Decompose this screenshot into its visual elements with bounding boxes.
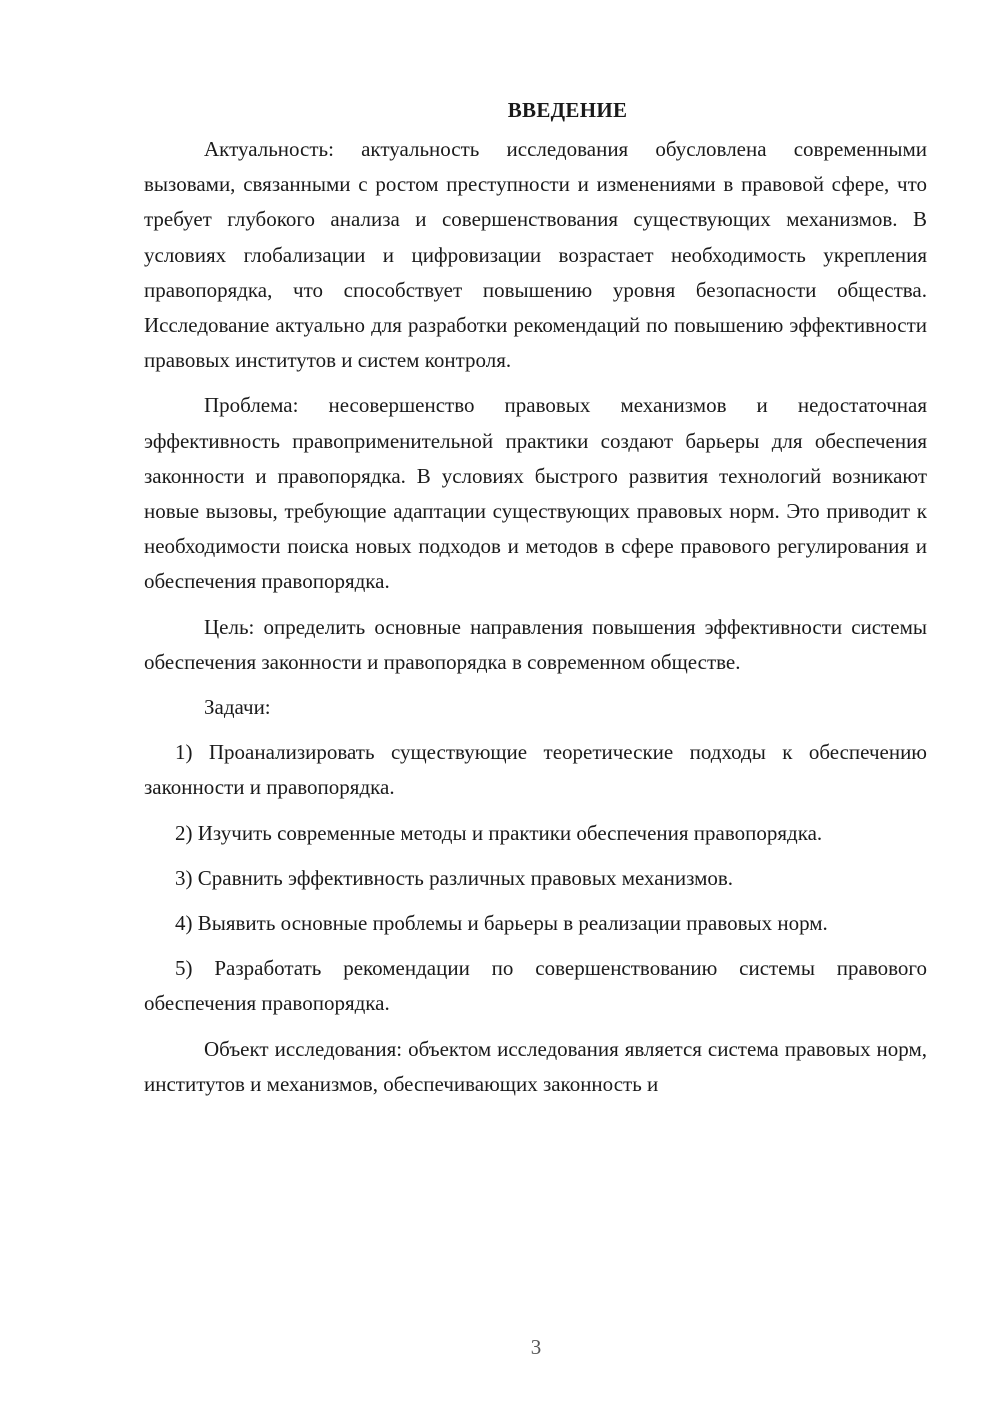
task-item-4: 4) Выявить основные проблемы и барьеры в реализации правовых норм.: [175, 911, 828, 936]
task-item-3: 3) Сравнить эффективность различных правовых механизмов.: [175, 865, 734, 890]
section-heading: ВВЕДЕНИЕ: [507, 98, 628, 122]
paragraph-relevance: Актуальность: актуальность исследования обусловлена современными вызовами, связанными с ростом преступности и изменениями в правовой сфере, что требует глубокого анализа и совершенствования существующих механизмов. В условиях глобализации и цифровизации возрастает необходимость укрепления правопорядка, что способствует повышению уровня безопасности общества. Исследование актуально для разработки рекомендаций по повышению эффективности правовых институтов и систем контроля.: [144, 137, 927, 373]
paragraph-problem: Проблема: несовершенство правовых механизмов и недостаточная эффективность правоприменительной практики создают барьеры для обеспечения законности и правопорядка. В условиях быстрого развития технологий возникают новые вызовы, требующие адаптации существующих правовых норм. Это приводит к необходимости поиска новых подходов и методов в сфере правового регулирования и обеспечения правопорядка.: [144, 393, 927, 594]
paragraph-object: Объект исследования: объектом исследования является система правовых норм, институтов и механизмов, обеспечивающих законность и: [144, 1036, 927, 1096]
document-page: [144, 96, 927, 1102]
task-item-2: 2) Изучить современные методы и практики обеспечения правопорядка.: [175, 820, 823, 845]
page-number: 3: [530, 1335, 542, 1359]
task-item-5: 5) Разработать рекомендации по совершенствованию системы правового обеспечения правопорядка.: [144, 956, 927, 1016]
tasks-label: Задачи:: [204, 695, 271, 720]
paragraph-goal: Цель: определить основные направления повышения эффективности системы обеспечения законности и правопорядка в современном обществе.: [144, 614, 927, 674]
task-item-1: 1) Проанализировать существующие теоретические подходы к обеспечению законности и правопорядка.: [144, 740, 927, 800]
